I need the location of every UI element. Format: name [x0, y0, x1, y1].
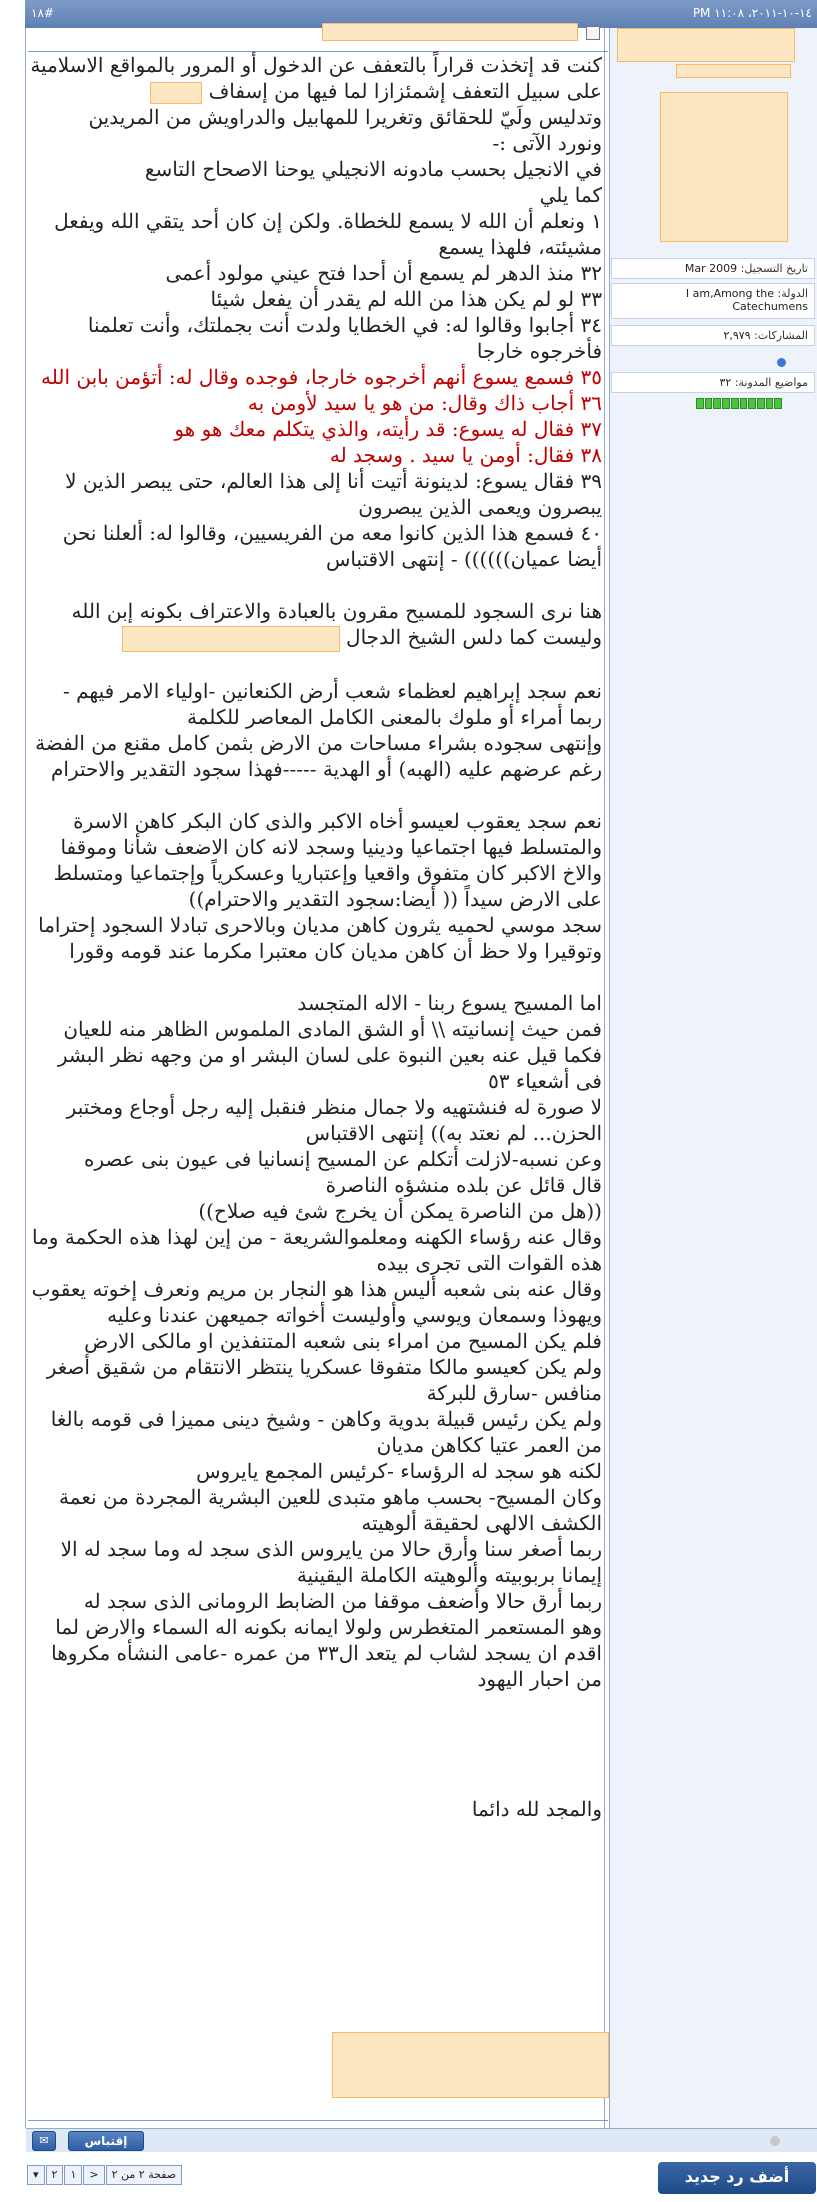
post-line: نعم سجد يعقوب لعيسو أخاه الاكبر والذى كان البكر كاهن الاسرة والمتسلط فيها اجتماعيا ودينيا وسجد لانه كان الاضعف شأنا وموقفا	[60, 808, 602, 859]
post-line: ((هل من الناصرة يمكن أن يخرج شئ فيه صلاح))	[198, 1198, 602, 1223]
post-line: فكما قيل عنه بعين النبوة على لسان البشر او من وجهه نظر البشر فى أشعياء ٥٣	[57, 1042, 602, 1093]
register-date-row: تاريخ التسجيل: Mar 2009	[611, 258, 815, 279]
reputation-bar	[696, 398, 782, 409]
post-line: ٣٢ منذ الدهر لم يسمع أن أحدا فتح عيني مولود أعمى	[165, 261, 602, 285]
post-line: ٣٤ أجابوا وقالوا له: في الخطايا ولدت أنت بجملتك، وأنت تعلمنا فأخرجوه خارجا	[87, 313, 602, 363]
avatar	[660, 92, 788, 242]
post-line: هنا نرى السجود للمسيح مقرون بالعبادة والاعتراف بكونه إبن الله	[71, 599, 602, 623]
blog-topics-row[interactable]: مواضيع المدونة: ٣٢	[611, 372, 815, 393]
post-line: كما يلي	[539, 183, 602, 207]
post-body	[30, 52, 602, 1822]
multi-quote-button[interactable]: ✉	[32, 2131, 56, 2151]
page-1-link[interactable]: ١	[64, 2165, 82, 2185]
post-line: سجد موسي لحميه يثرون كاهن مديان وبالاحرى تبادلا السجود إحتراما وتوقيرا ولا حظ أن كاهن مديان كان معتبرا مكرما عند قومه وقورا	[38, 912, 602, 963]
page-menu-icon[interactable]: ▾	[27, 2165, 45, 2185]
paragraph-gap	[30, 572, 602, 598]
post-line: وقال عنه رؤساء الكهنه ومعلموالشريعة - من إين لهذا هذه الحكمة وما هذه القوات التى تجرى بيده	[32, 1224, 602, 1275]
redacted-inline	[150, 82, 202, 104]
posts-count-row: المشاركات: ٢,٩٧٩	[611, 325, 815, 346]
post-line: ٣٦ أجاب ذاك وقال: من هو يا سيد لأومن به	[247, 391, 602, 415]
country-row: الدولة: I am,Among the Catechumens	[611, 283, 815, 319]
post-line: وليست كما دلس الشيخ الدجال	[30, 624, 602, 652]
signature-space	[30, 1692, 602, 1796]
post-footer-bar	[26, 2128, 817, 2152]
post-line: ربما أصغر سنا وأرق حالا من يايروس الذى سجد له وما سجد له الا إيمانا بربوبيته وألوهيته الكاملة اليقينية	[60, 1536, 602, 1587]
post-line: ١ ونعلم أن الله لا يسمع للخطاة. ولكن إن كان أحد يتقي الله ويفعل مشيئته، فلهذا يسمع	[54, 209, 602, 259]
document-icon	[586, 26, 600, 40]
online-status-icon	[777, 358, 786, 367]
post-line: ٣٩ فقال يسوع: لدينونة أتيت أنا إلى هذا العالم، حتى يبصر الذين لا يبصرون ويعمى الذين يبصرون	[65, 469, 602, 519]
post-line: وهو المستعمر المتغطرس ولولا ايمانه بكونه اله السماء والارض لما اقدم ان يسجد لشاب لم يتعد ال٣٣ من عمره -عامى النشأه مكروها من احبار اليهود	[51, 1614, 602, 1691]
post-line: ونورد الآتى :-	[492, 131, 602, 155]
post-line: ولم يكن رئيس قبيلة بدوية وكاهن - وشيخ دينى مميزا فى قومه بالغا من العمر عتيا ككاهن مديان	[50, 1406, 602, 1457]
post-line: قال قائل عن بلده منشؤه الناصرة	[325, 1172, 602, 1197]
post-line: فلم يكن المسيح من امراء بنى شعبه المتنفذين او مالكى الارض	[84, 1328, 602, 1353]
post-line: اما المسيح يسوع ربنا - الاله المتجسد	[297, 990, 602, 1015]
redacted-inline	[122, 626, 340, 652]
report-icon[interactable]	[770, 2136, 780, 2146]
post-line: ٣٥ فسمع يسوع أنهم أخرجوه خارجا، فوجده وقال له: أتؤمن بابن الله	[41, 365, 602, 389]
pagination	[26, 2165, 182, 2185]
signature-redacted	[332, 2032, 609, 2098]
post-divider	[28, 2120, 608, 2121]
username-redacted[interactable]	[617, 28, 795, 62]
post-number[interactable]: #١٨	[31, 6, 54, 20]
quote-button[interactable]: إقتباس	[68, 2131, 144, 2151]
post-line: نعم سجد إبراهيم لعظماء شعب أرض الكنعانين -اولياء الامر فيهم - ربما أمراء أو ملوك بالمعنى الكامل المعاصر للكلمة	[62, 678, 602, 729]
post-line: فمن حيث إنسانيته \\ أو الشق المادى الملموس الظاهر منه للعيان	[63, 1016, 602, 1041]
new-reply-button[interactable]: أضف رد جديد	[658, 2162, 816, 2194]
post-date: ١٤-١٠-٢٠١١، ١١:٠٨ PM	[692, 6, 812, 20]
post-line: وعن نسبه-لازلت أتكلم عن المسيح إنسانيا فى عيون بنى عصره	[83, 1146, 602, 1171]
post-line: ٤٠ فسمع هذا الذين كانوا معه من الفريسيين، وقالوا له: ألعلنا نحن أيضا عميان)))))) - إنتهى الاقتباس	[62, 521, 602, 571]
post-line: ولم يكن كعيسو مالكا متفوقا عسكريا ينتظر الانتقام من شقيق أصغر منافس -سارق للبركة	[46, 1354, 602, 1405]
post-line: ٣٣ لو لم يكن هذا من الله لم يقدر أن يفعل شيئا	[210, 287, 602, 311]
page-2-current: ٢	[46, 2165, 64, 2185]
post-line: ربما أرق حالا وأضعف موقفا من الضابط الرومانى الذى سجد له	[83, 1588, 602, 1613]
post-line: وقال عنه بنى شعبه أليس هذا هو النجار بن مريم ونعرف إخوته يعقوب ويهوذا وسمعان ويوسي وأوليست أخواته جميعهن عندنا وعليه	[31, 1276, 602, 1327]
paragraph-gap	[30, 782, 602, 808]
post-line: والاخ الاكبر كان متفوق واقعيا وإعتباريا وعسكرياً وإجتماعيا ومتسلط على الارض سيداً (( أيضا:سجود التقدير والاحترام))	[53, 860, 602, 911]
paragraph-gap	[30, 964, 602, 990]
post-line: وإنتهى سجوده بشراء مساحات من الارض بثمن كامل مقنع من الفضة رغم عرضهم عليه (الهبه) أو الهدية -----فهذا سجود التقدير والاحترام	[35, 730, 602, 781]
closing-line: والمجد لله دائما	[471, 1796, 602, 1821]
post-line: لا صورة له فنشتهيه ولا جمال منظر فنقبل إليه رجل أوجاع ومختبر الحزن... لم نعتد به)) إنتهى الاقتباس	[66, 1094, 602, 1145]
post-line: وتدليس ولَيّ للحقائق وتغريرا للمهابيل والدراويش من المريدين	[88, 105, 602, 129]
page-label: صفحة ٢ من ٢	[106, 2165, 183, 2185]
post-line: على سبيل التعفف إشمئزازا لما فيها من إسفاف	[30, 78, 602, 104]
post-line: كنت قد إتخذت قراراً بالتعفف عن الدخول أو المرور بالمواقع الاسلامية	[30, 53, 602, 77]
post-line: وكان المسيح- بحسب ماهو متبدى للعين البشرية المجردة من نعمة الكشف الالهى لحقيقة ألوهيته	[59, 1484, 602, 1535]
post-line: لكنه هو سجد له الرؤساء -كرئيس المجمع يايروس	[196, 1458, 602, 1483]
post-title-redacted	[322, 23, 578, 41]
user-title-redacted	[676, 64, 791, 78]
paragraph-gap	[30, 652, 602, 678]
post-line: ٣٨ فقال: أومن يا سيد . وسجد له	[329, 443, 602, 467]
page-prev-link[interactable]: <	[83, 2165, 104, 2185]
post-line: ٣٧ فقال له يسوع: قد رأيته، والذي يتكلم معك هو هو	[174, 417, 602, 441]
post-line: في الانجيل بحسب مادونه الانجيلي يوحنا الاصحاح التاسع	[144, 157, 602, 181]
